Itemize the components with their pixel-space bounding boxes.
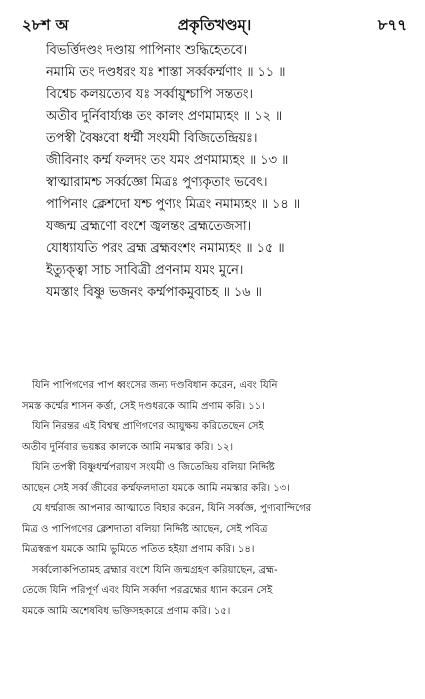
verse-line: পাপিনাং ক্লেশদো যশ্চ পুণ্যং মিত্রং নমাম্যহং ॥ ১৪ ॥ [46,197,300,212]
verse-line: বিশ্বেচ কলয়ত্যেব যঃ সর্ব্বায়ুশ্চাপি সন্ততং। [46,87,253,102]
chapter-label: ২৮শ অ [22,16,69,34]
translation-line: যিনি পাপিগণের পাপ ধ্বংসের জন্য দণ্ডবিধান করেন, এবং যিনি [32,380,278,391]
translation-line: অতীব দুর্নিবার ভয়ঙ্কর কালকে আমি নমস্কার করি। ১২। [22,441,234,453]
verse-line: তপস্বী বৈষ্ণবো ধর্ম্মী সংযমী বিজিতেন্দ্রিয়ঃ। [46,131,258,146]
translation-line: যিনি নিরন্তর এই বিশ্বস্থ প্রাণিগণের আয়ুক্ষয় করিতেছেন সেই [32,421,264,432]
verse-line: নমামি তং দণ্ডধরং যঃ শাস্তা সর্ব্বকর্ম্মণাং ॥ ১১ ॥ [46,65,286,80]
translation-line: সমস্ত কর্ম্মের শাসন কর্ত্তা, সেই দণ্ডধরকে আমি প্রণাম করি। ১১। [22,400,265,412]
verse-line: যজ্জন্ম ব্রহ্মণো বংশে জ্বলন্তং ব্রহ্মতেজসা। [46,219,252,234]
translation-line: সর্ব্বলোকপিতামহ ব্রহ্মার বংশে যিনি জন্মগ্রহণ করিয়াছেন, ব্রহ্ম- [32,564,278,576]
translation-line: যিনি তপস্বী বিষ্ণুধর্ম্মপরায়ণ সংযমী ও জিতেন্দ্রিয় বলিয়া নির্দ্দিষ্ট [32,462,275,473]
translation-line: তেজে যিনি পরিপূর্ণ এবং যিনি সর্ব্বদা পরব্রহ্মের ধ্যান করেন সেই [22,585,273,596]
page-title: প্রকৃতিখণ্ডম্। [177,16,252,34]
verse-line: যোধ্যাযতি পরং ব্রহ্ম ব্রহ্মবংশং নমাম্যহং ॥ ১৫ ॥ [46,241,285,256]
page-header [22,14,407,34]
sanskrit-verses [46,40,411,304]
verse-line: অতীব দুর্নিবার্য্যঞ্চ তং কালং প্রণমাম্যহং ॥ ১২ ॥ [46,109,283,124]
verse-line: স্বাত্মারামশ্চ সর্ব্বজ্ঞো মিত্রঃ পুণ্যকৃতাং ভবেৎ। [46,175,268,190]
translation-line: আছেন সেই সর্ব্ব জীবের কর্ম্মফলদাতা যমকে আমি নমস্কার করি। ১৩। [22,482,290,494]
verse-line: জীবিনাং কর্ম্ম ফলদং তং যমং প্রণমাম্যহং ॥ ১৩ ॥ [46,153,289,168]
translation-line: যে ধর্ম্মরাজ আপনার আত্মাতে বিহার করেন, যিনি সর্ব্বজ্ঞ, পুণ্যবান্দিগের [32,503,312,514]
translation-line: মিত্রস্বরূপ যমকে আমি ভুমিতে পতিত হইয়া প্রণাম করি। ১৪। [22,544,255,555]
bengali-translation [22,376,409,622]
translation-line: যমকে আমি অশেষবিধ ভক্তিসহকারে প্রণাম করি। ১৫। [22,605,231,617]
verse-line: যমস্তাং বিষ্ণু ভজনং কর্ম্মপাকমুবাচহ ॥ ১৬ ॥ [46,285,262,300]
page-number: ৮৭৭ [377,16,407,34]
verse-line: ইত্যুক্ত্বা সাচ সাবিত্রী প্রণনাম যমং মুনে। [46,263,244,278]
verse-line: বিভর্ত্তিদণ্ডং দণ্ডায় পাপিনাং শুদ্ধিহেতবে। [46,43,248,58]
translation-line: মিত্র ও পাপিগণের ক্লেশদাতা বলিয়া নির্দ্দিষ্ট আছেন, সেই পবিত্র [22,523,268,535]
